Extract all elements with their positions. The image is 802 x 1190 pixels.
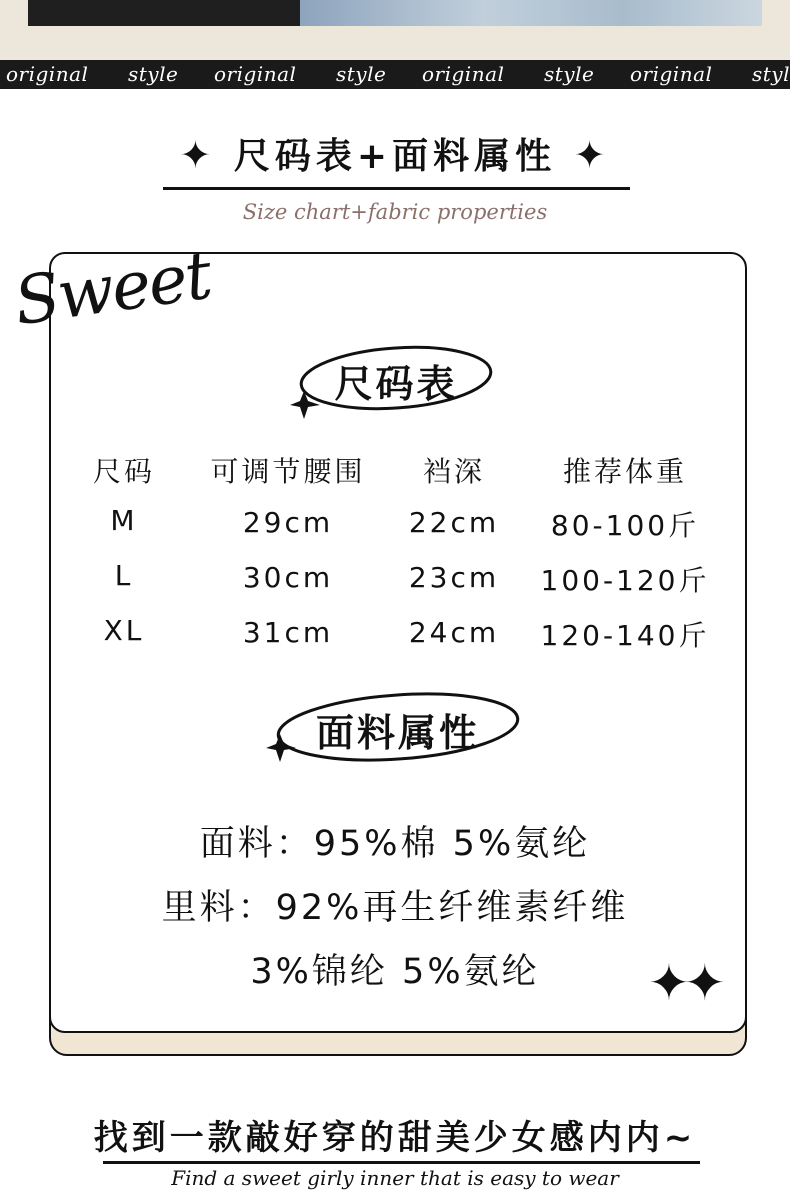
col-header: 推荐体重: [562, 455, 687, 488]
sparkle-icon: ✦: [179, 133, 217, 177]
footer-underline: [103, 1161, 700, 1164]
section-title: [0, 128, 790, 179]
footer-subtitle: Find a sweet girly inner that is easy to wear: [171, 1166, 619, 1190]
size-chart-heading-text: 尺码表: [334, 362, 458, 406]
sweet-script-word: Sweet: [9, 236, 215, 341]
band-word: original: [214, 62, 297, 86]
table-cell: 23cm: [408, 561, 500, 594]
section-subtitle: Size chart+fabric properties: [242, 200, 548, 224]
band-word: style: [128, 62, 179, 86]
sparkle-icon: ✦✦: [648, 954, 720, 1012]
photo-denim-area: [300, 0, 762, 26]
table-cell: 24cm: [408, 616, 500, 649]
table-cell: XL: [103, 614, 145, 647]
product-photo-strip: [0, 0, 790, 60]
col-header: 尺码: [92, 455, 155, 488]
table-cell: L: [114, 559, 134, 592]
band-word: original: [630, 62, 713, 86]
table-cell: 120-140斤: [540, 619, 710, 652]
band-word: original: [6, 62, 89, 86]
table-cell: 22cm: [408, 506, 500, 539]
col-header: 裆深: [422, 455, 485, 488]
band-word: style: [752, 62, 802, 86]
fabric-heading-text: 面料属性: [315, 711, 480, 755]
table-cell: 31cm: [242, 616, 334, 649]
title-underline: [163, 187, 630, 190]
fabric-heading: [274, 690, 522, 764]
photo-dark-area: [28, 0, 328, 26]
table-cell: 100-120斤: [540, 564, 710, 597]
band-word: style: [336, 62, 387, 86]
band-word: original: [422, 62, 505, 86]
table-cell: 80-100斤: [550, 509, 700, 542]
size-chart-heading: [298, 343, 494, 413]
sparkle-icon: ✦: [573, 133, 611, 177]
footer-title: 找到一款敲好穿的甜美少女感内内~: [93, 1118, 697, 1158]
fabric-line: 3%锦纶 5%氨纶: [250, 952, 540, 992]
table-cell: 30cm: [242, 561, 334, 594]
original-style-band: [0, 60, 802, 89]
section-title-text: 尺码表+面料属性: [233, 136, 557, 177]
band-word: style: [544, 62, 595, 86]
table-cell: 29cm: [242, 506, 334, 539]
table-cell: M: [110, 504, 138, 537]
fabric-line: 里料：92%再生纤维素纤维: [161, 888, 629, 928]
fabric-line: 面料：95%棉 5%氨纶: [199, 824, 591, 864]
col-header: 可调节腰围: [210, 455, 366, 488]
